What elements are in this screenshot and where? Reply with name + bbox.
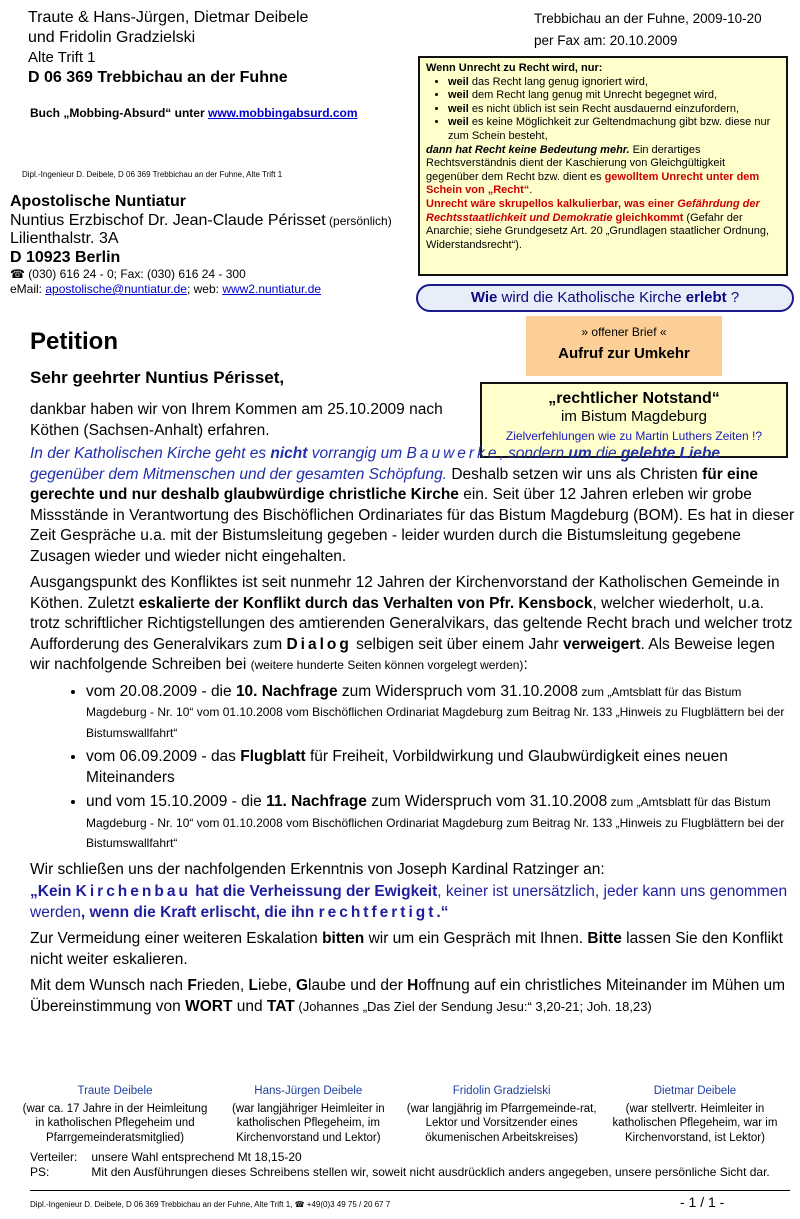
quote-box-heading: Wenn Unrecht zu Recht wird, nur:: [426, 62, 603, 74]
quote-box-list: [426, 76, 780, 144]
book-reference: [30, 106, 358, 120]
paragraph-2: Ausgangspunkt des Konfliktes ist seit nunmehr 12 Jahren der Kirchenvorstand der Katholischen Gemeinde in Köthen. Zuletzt eskalierte der Konflikt durch das Verhalten von Pfr. Kensbock, welcher wiederholt, u.a. trotz schriftlicher Richtigstellungen des amtierenden Generalvikars, das geltende Recht brach und welcher trotz Aufforderung des Generalvikars zum Dialog selbigen seit über einem Jahr verweigert. Als Beweise legen wir nachfolgende Schreiben bei (weitere hunderte Seiten können vorgelegt werden):: [30, 574, 793, 673]
book-link[interactable]: www.mobbingabsurd.com: [207, 106, 358, 120]
page-title: Petition: [30, 328, 118, 355]
distribution-value: unsere Wahl entsprechend Mt 18,15-20: [91, 1150, 302, 1164]
sender-names: Traute & Hans-Jürgen, Dietmar Deibele: [28, 9, 309, 26]
footer-divider: [30, 1190, 790, 1191]
quote-box-paragraph-1: dann hat Recht keine Bedeutung mehr. Ein derartiges Rechtsverständnis dient der Kaschierung von Gleichgültigkeit gegenüber dem Recht bzw. dient es gewolltem Unrecht unter dem Schein von „Recht“.: [426, 143, 760, 197]
quote-box-paragraph-2: Unrecht wäre skrupellos kalkulierbar, was einer Gefährdung der Rechtsstaatlichkeit und Demokratie gleichkommt (Gefahr der Anarchie; siehe Grundgesetz Art. 20 „Grundlagen staatlicher Ordnung, Widerstandsrecht“).: [426, 197, 770, 251]
list-item: • weil es nicht üblich ist sein Recht ausdauernd einzufordern,: [448, 103, 780, 117]
list-item: • und vom 15.10.2009 - die 11. Nachfrage zum Widerspruch vom 31.10.2008 zum „Amtsblatt für das Bistum Magdeburg - Nr. 10“ vom 01.10.2008 vom Bischöflichen Ordinariat Magdeburg zum Beitrag Nr. 133 „Hinweis zu Flugblättern bei der Bistumswallfahrt“: [86, 792, 795, 854]
recipient-street: Lilienthalstr. 3A: [10, 230, 119, 247]
signature: Traute Deibele (war ca. 17 Jahre in der Heimleitung in katholischen Pflegeheim und Pfarrgemeinderatsmitglied): [22, 1085, 208, 1144]
phone-icon: ☎: [10, 267, 29, 281]
fax-date: per Fax am: 20.10.2009: [534, 33, 678, 48]
ps-value: Mit den Ausführungen dieses Schreibens stellen wir, soweit nicht ausdrücklich anders angegeben, unsere persönliche Sicht dar.: [91, 1165, 770, 1179]
signature: Hans-Jürgen Deibele (war langjähriger Heimleiter in katholischen Pflegeheim, im Kirchenvorstand und Lektor): [231, 1085, 385, 1144]
letter-body: [30, 444, 795, 1023]
notstand-line-3: Zielverfehlungen wie zu Martin Luthers Zeiten !?: [505, 429, 763, 443]
recipient-name: Nuntius Erzbischof Dr. Jean-Claude Périsset (persönlich): [10, 211, 392, 229]
distribution-label: Verteiler:: [30, 1150, 78, 1164]
return-address: Dipl.-Ingenieur D. Deibele, D 06 369 Trebbichau an der Fuhne, Alte Trift 1: [22, 170, 283, 179]
list-item: • vom 06.09.2009 - das Flugblatt für Freiheit, Vorbildwirkung und Glaubwürdigkeit eines neuen Miteinanders: [86, 747, 795, 788]
dateline: [534, 8, 762, 52]
recipient-city: D 10923 Berlin: [10, 248, 121, 266]
enclosure-list: [30, 682, 795, 854]
signature: Fridolin Gradzielski (war langjährig im Pfarrgemeinde-rat, Lektor und Vorsitzender eines ökumenischen Arbeitskreises): [406, 1085, 597, 1144]
recipient-org: Apostolische Nuntiatur: [10, 193, 187, 210]
sender-street: Alte Trift 1: [28, 49, 96, 66]
unrecht-quote-box: [418, 56, 788, 276]
appeal-line-2: Aufruf zur Umkehr: [558, 345, 690, 362]
signature: Dietmar Deibele (war stellvertr. Heimleiter in katholischen Pflegeheim, war im Kirchenvorstand, ist Lektor): [612, 1085, 778, 1144]
sender-names-2: und Fridolin Gradzielski: [28, 29, 196, 46]
intro-paragraph: dankbar haben wir von Ihrem Kommen am 25.10.2009 nach Köthen (Sachsen-Anhalt) erfahren.: [30, 401, 443, 439]
distribution-list: [30, 1150, 784, 1180]
book-prefix: Buch „Mobbing-Absurd“ unter: [30, 106, 208, 120]
ratzinger-intro: Wir schließen uns der nachfolgenden Erkenntnis von Joseph Kardinal Ratzinger an:: [30, 860, 605, 878]
phone-icon: ☎: [294, 1200, 307, 1209]
wie-banner: Wie wird die Katholische Kirche erlebt ?: [416, 284, 794, 312]
appeal-box: [526, 316, 722, 376]
ratzinger-quote: „Kein Kirchenbau hat die Verheissung der Ewigkeit, keiner ist unersätzlich, jeder kann uns genommen werden, wenn die Kraft erlischt, die ihn rechtfertigt.“: [30, 883, 788, 921]
list-item: • vom 20.08.2009 - die 10. Nachfrage zum Widerspruch vom 31.10.2008 zum „Amtsblatt für das Bistum Magdeburg - Nr. 10“ vom 01.10.2008 vom Bischöflichen Ordinariat Magdeburg zum Beitrag Nr. 133 „Hinweis zu Flugblättern bei der Bistumswallfahrt“: [86, 682, 795, 744]
page-number: - 1 / 1 -: [680, 1194, 725, 1210]
web-link[interactable]: www2.nuntiatur.de: [222, 282, 322, 296]
list-item: • weil das Recht lang genug ignoriert wird,: [448, 76, 780, 90]
recipient-contact: eMail: apostolische@nuntiatur.de; web: www2.nuntiatur.de: [10, 282, 322, 296]
appeal-line-1: » offener Brief «: [581, 325, 667, 339]
sender-address: [28, 8, 308, 88]
paragraph-4: Mit dem Wunsch nach Frieden, Liebe, Glaube und der Hoffnung auf ein christliches Miteinander im Mühen um Übereinstimmung von WORT und TAT (Johannes „Das Ziel der Sendung Jesu:“ 3,20-21; Joh. 18,23): [30, 977, 786, 1015]
paragraph-1: In der Katholischen Kirche geht es nicht vorrangig um Bauwerke, sondern um die gelebte Liebe gegenüber dem Mitmenschen und der gesamten Schöpfung. Deshalb setzen wir uns als Christen für eine gerechte und nur deshalb glaubwürdige christliche Kirche ein. Seit über 12 Jahren erleben wir grobe Missstände in Verantwortung des Bischöflichen Ordinariates für das Bistum Magdeburg (BOM). Es hat in dieser Zeit Gespräche u.a. mit der Bistumsleitung gegeben - leider wurden durch die Bistumsleitung gegebene Zusagen wieder und wieder nicht eingehalten.: [30, 445, 795, 565]
recipient-address: [10, 193, 392, 297]
paragraph-3: Zur Vermeidung einer weiteren Eskalation bitten wir um ein Gespräch mit Ihnen. Bitte lassen Sie den Konflikt nicht weiter eskalieren.: [30, 930, 783, 968]
place-date: Trebbichau an der Fuhne, 2009-10-20: [534, 11, 762, 26]
ps-label: PS:: [30, 1165, 50, 1179]
sender-city: D 06 369 Trebbichau an der Fuhne: [28, 69, 288, 86]
footer: Dipl.-Ingenieur D. Deibele, D 06 369 Trebbichau an der Fuhne, Alte Trift 1, ☎ +49(0)3 49 75 / 20 67 7: [30, 1200, 391, 1209]
recipient-phone: ☎ (030) 616 24 - 0; Fax: (030) 616 24 - 300: [10, 267, 246, 281]
list-item: • weil dem Recht lang genug mit Unrecht begegnet wird,: [448, 89, 780, 103]
email-link[interactable]: apostolische@nuntiatur.de: [45, 282, 187, 296]
notstand-line-2: im Bistum Magdeburg: [561, 408, 707, 425]
notstand-line-1: „rechtlicher Notstand“: [548, 390, 720, 407]
signature-block: [20, 1084, 790, 1145]
salutation: Sehr geehrter Nuntius Périsset,: [30, 368, 285, 387]
list-item: • weil es keine Möglichkeit zur Geltendmachung gibt bzw. diese nur zum Schein besteht,: [448, 116, 780, 143]
